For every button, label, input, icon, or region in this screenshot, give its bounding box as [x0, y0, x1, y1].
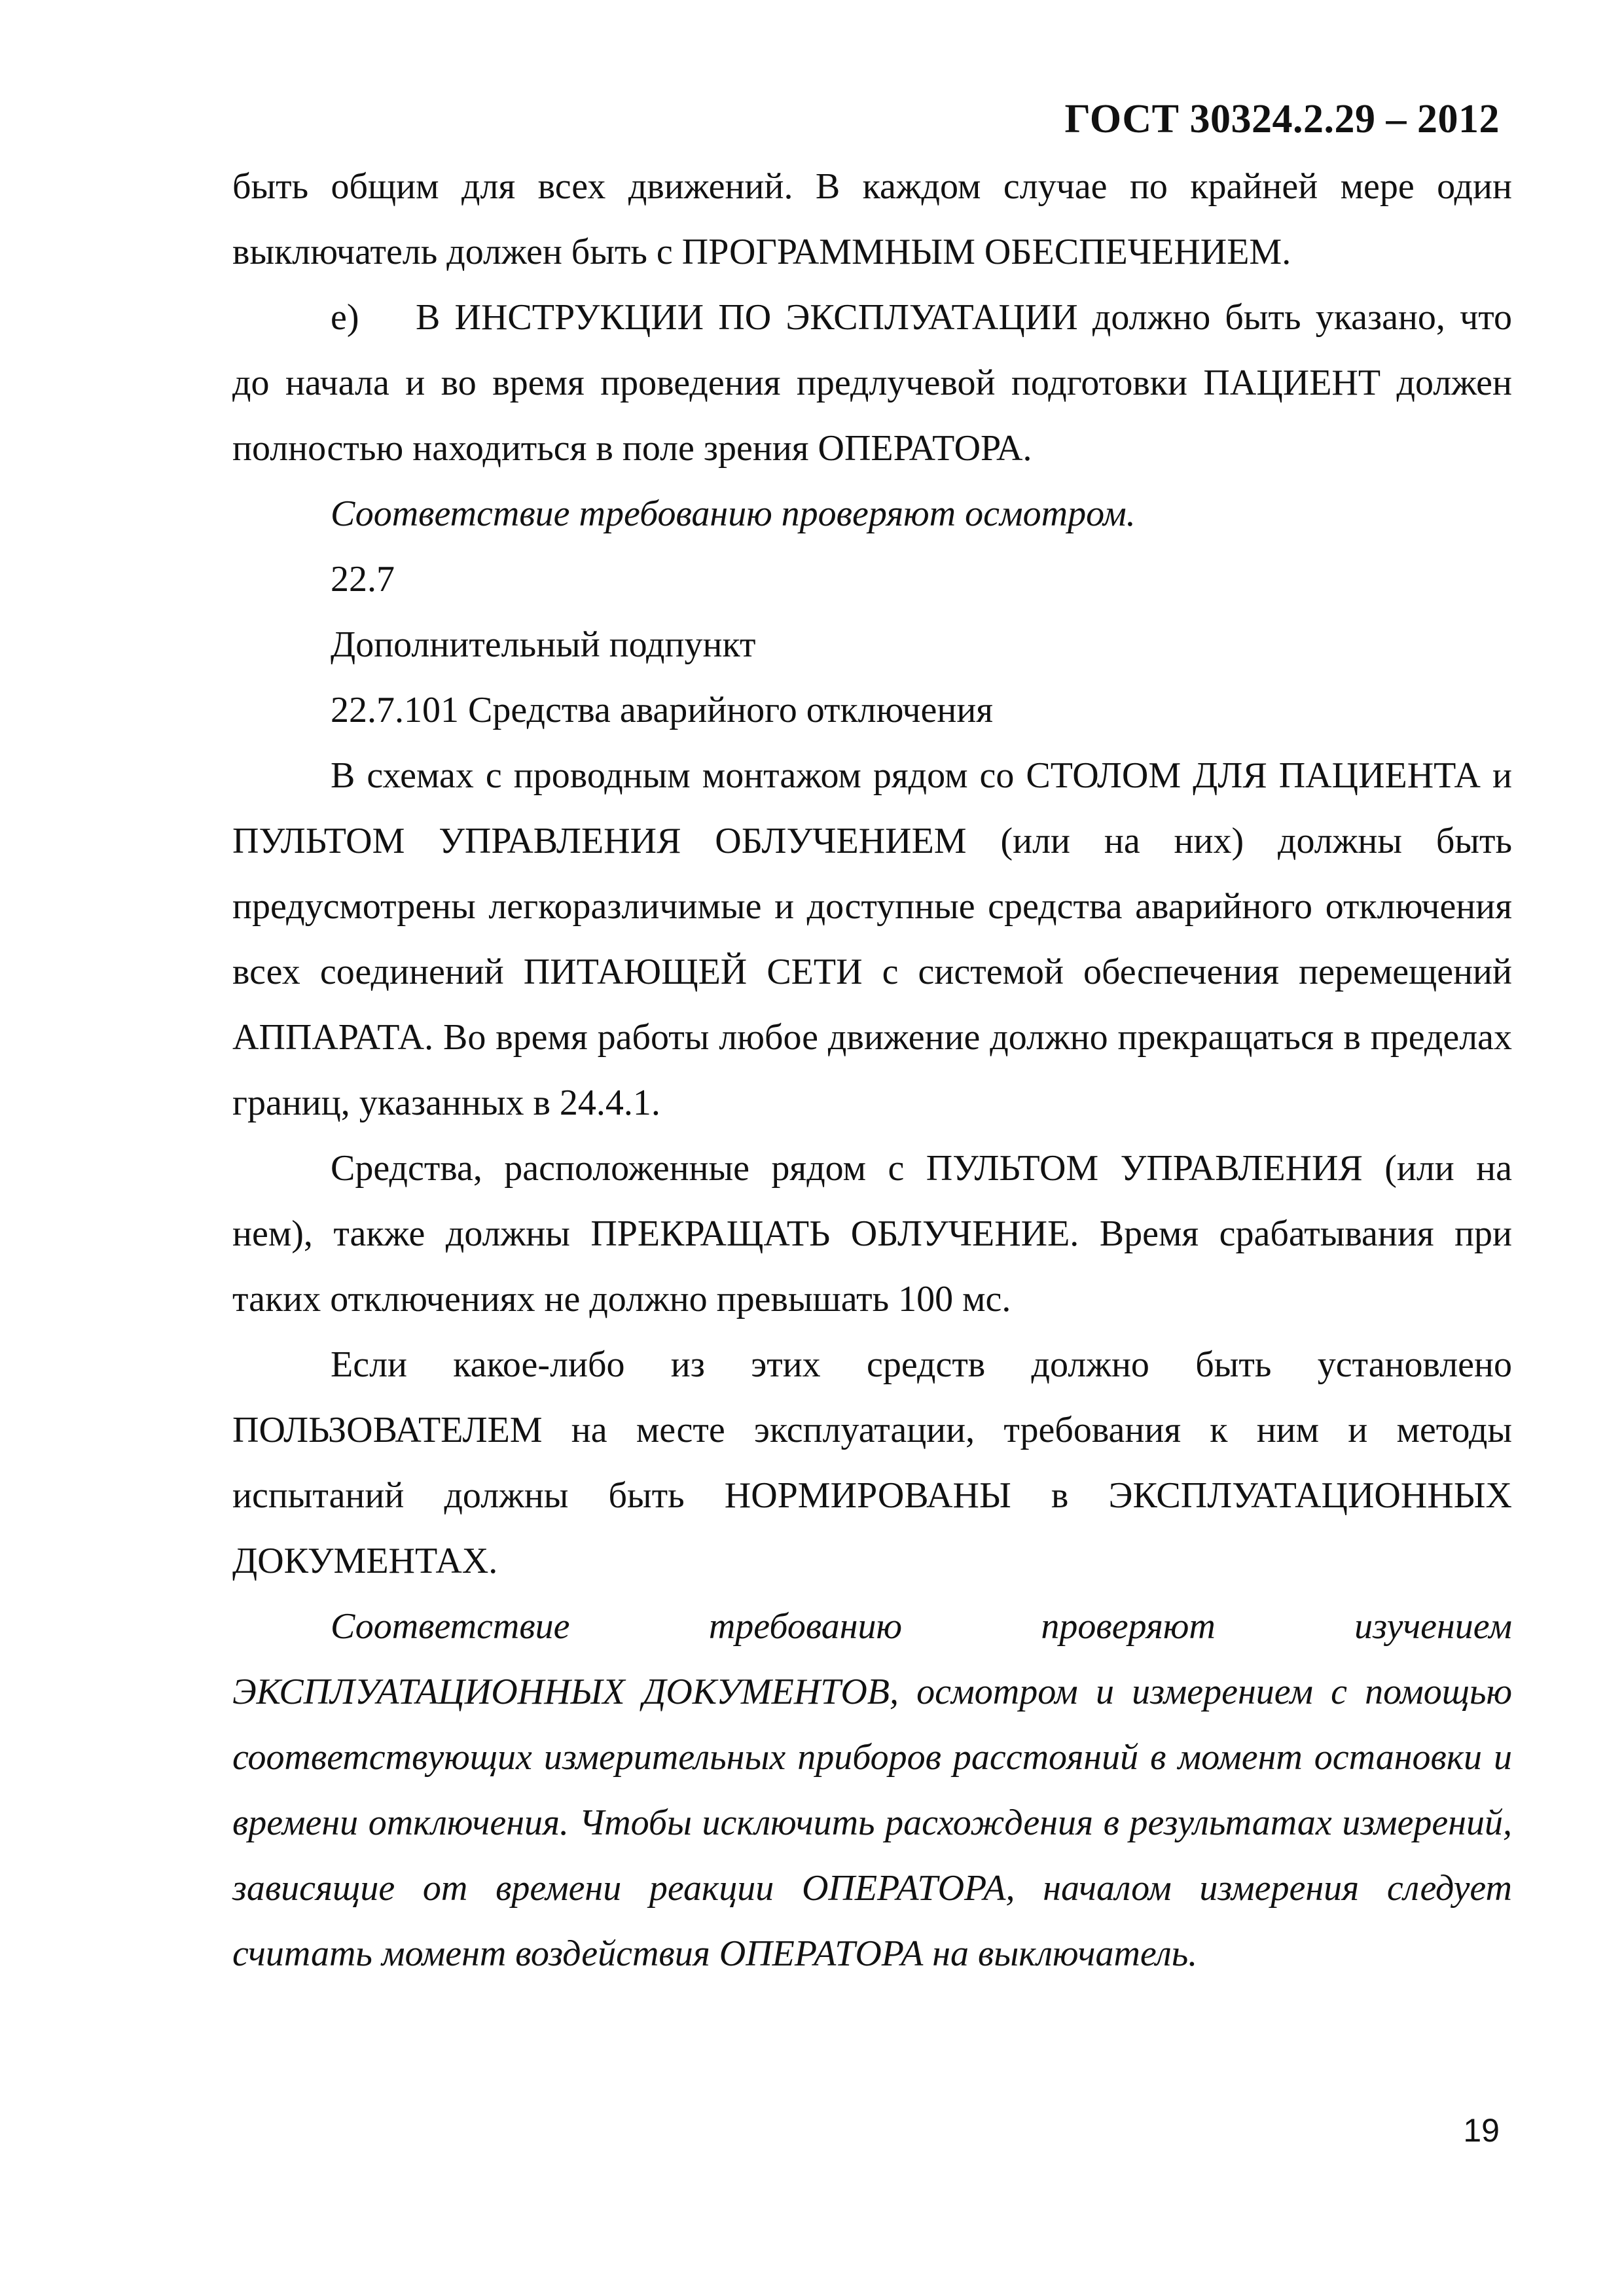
compliance-note-measurement: Соответствие требованию проверяют изучением ЭКСПЛУАТАЦИОННЫХ ДОКУМЕНТОВ, осмотром и измерением с помощью соответствующих измерительных приборов расстояний в момент остановки и времени отключения. Чтобы исключить расхождения в результатах измерений, зависящие от времени реакции ОПЕРАТОРА, началом измерения следует считать момент воздействия ОПЕРАТОРА на выключатель.: [232, 1606, 1512, 1974]
paragraph-user-installation: Если какое-либо из этих средств должно быть установлено ПОЛЬЗОВАТЕЛЕМ на месте эксплуатации, требования к ним и методы испытаний должны быть НОРМИРОВАНЫ в ЭКСПЛУАТАЦИОННЫХ ДОКУМЕНТАХ.: [232, 1344, 1512, 1581]
paragraph-control-panel: Средства, расположенные рядом с ПУЛЬТОМ УПРАВЛЕНИЯ (или на нем), также должны ПРЕКРАЩАТЬ ОБЛУЧЕНИЕ. Время срабатывания при таких отключениях не должно превышать 100 мс.: [232, 1148, 1512, 1319]
subclause-heading: 22.7.101 Средства аварийного отключения: [331, 690, 994, 730]
document-code-header: ГОСТ 30324.2.29 – 2012: [1064, 97, 1500, 141]
list-item-label: е): [331, 297, 359, 338]
list-item-e: [232, 285, 1512, 481]
clause-subtitle: Дополнительный подпункт: [331, 624, 756, 665]
clause-number: 22.7: [331, 559, 395, 600]
page-number: 19: [1463, 2112, 1500, 2149]
compliance-note-inspection: Соответствие требованию проверяют осмотром.: [331, 493, 1136, 534]
document-body: [232, 154, 1512, 1986]
paragraph-continuation: быть общим для всех движений. В каждом случае по крайней мере один выключатель должен быть с ПРОГРАММНЫМ ОБЕСПЕЧЕНИЕМ.: [232, 166, 1512, 272]
paragraph-emergency-stop: В схемах с проводным монтажом рядом со СТОЛОМ ДЛЯ ПАЦИЕНТА и ПУЛЬТОМ УПРАВЛЕНИЯ ОБЛУЧЕНИЕМ (или на них) должны быть предусмотрены легкоразличимые и доступные средства аварийного отключения всех соединений ПИТАЮЩЕЙ СЕТИ с системой обеспечения перемещений АППАРАТА. Во время работы любое движение должно прекращаться в пределах границ, указанных в 24.4.1.: [232, 755, 1512, 1123]
list-item-text: В ИНСТРУКЦИИ ПО ЭКСПЛУАТАЦИИ должно быть указано, что до начала и во время проведения предлучевой подготовки ПАЦИЕНТ должен полностью находиться в поле зрения ОПЕРАТОРА.: [232, 297, 1512, 469]
